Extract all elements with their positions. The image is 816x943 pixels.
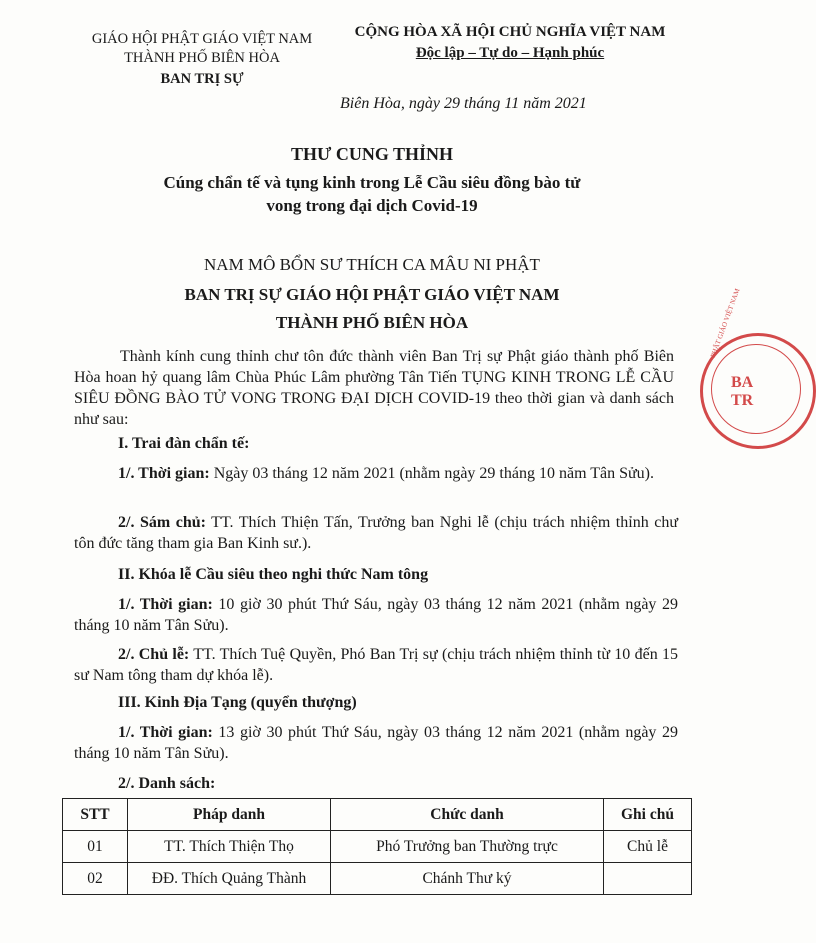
issuer-header <box>72 30 332 89</box>
seal-inner-ring <box>711 344 801 434</box>
table-cell: Phó Trưởng ban Thường trực <box>331 831 604 863</box>
column-header: Chức danh <box>331 799 604 831</box>
table-cell <box>604 863 692 895</box>
section-1-item-2 <box>74 512 678 554</box>
document-subtitle <box>0 171 744 217</box>
table-cell: TT. Thích Thiện Thọ <box>128 831 331 863</box>
official-seal-stamp <box>700 287 816 449</box>
document-date: Biên Hòa, ngày 29 tháng 11 năm 2021 <box>340 95 587 112</box>
table-row <box>63 831 692 863</box>
national-title: CỘNG HÒA XÃ HỘI CHỦ NGHĨA VIỆT NAM <box>354 24 666 40</box>
salutation-line-2: BAN TRỊ SỰ GIÁO HỘI PHẬT GIÁO VIỆT NAM <box>184 285 560 304</box>
salutation-line-1: NAM MÔ BỔN SƯ THÍCH CA MÂU NI PHẬT <box>204 255 540 274</box>
national-header <box>330 22 690 64</box>
column-header: Ghi chú <box>604 799 692 831</box>
section-2-item-1 <box>74 594 678 636</box>
table-row <box>63 863 692 895</box>
table-cell: Chủ lễ <box>604 831 692 863</box>
item-text: TT. Thích Thiện Tấn, Trưởng ban Nghi lễ (chịu trách nhiệm thỉnh chư tôn đức tăng tham gia Ban Kinh sư.). <box>74 514 678 552</box>
item-text: Ngày 03 tháng 12 năm 2021 (nhằm ngày 29 tháng 10 năm Tân Sửu). <box>209 465 655 482</box>
section-3-item-1 <box>74 722 678 764</box>
intro-paragraph: Thành kính cung thỉnh chư tôn đức thành viên Ban Trị sự Phật giáo thành phố Biên Hòa hoan hỷ quang lâm Chùa Phúc Lâm phường Tân Tiến TỤNG KINH TRONG LỄ CẦU SIÊU ĐỒNG BÀO TỬ VONG TRONG ĐẠI DỊCH COVID-19 theo thời gian và danh sách như sau: <box>74 348 674 428</box>
table-cell: 01 <box>63 831 128 863</box>
section-2-heading: II. Khóa lễ Cầu siêu theo nghi thức Nam tông <box>118 566 429 583</box>
item-text: TT. Thích Tuệ Quyền, Phó Ban Trị sự (chịu trách nhiệm thỉnh từ 10 đến 15 sư Nam tông tham dự khóa lễ). <box>74 646 679 684</box>
table-cell: Chánh Thư ký <box>331 863 604 895</box>
subtitle-line-1: Cúng chẩn tế và tụng kinh trong Lễ Cầu siêu đồng bào tử <box>163 173 581 192</box>
issuer-org: BAN TRỊ SỰ <box>160 71 244 87</box>
item-label: 2/. Sám chủ: <box>118 514 206 531</box>
column-header: Pháp danh <box>128 799 331 831</box>
seal-ring-text: PHẬT GIÁO VIỆT NAM <box>709 287 742 359</box>
seal-text <box>731 374 753 410</box>
subtitle-line-2: vong trong đại dịch Covid-19 <box>266 196 478 215</box>
salutation-line-3: THÀNH PHỐ BIÊN HÒA <box>275 313 469 332</box>
document-title: THƯ CUNG THỈNH <box>290 144 454 164</box>
section-1-item-1 <box>74 463 678 484</box>
section-3-item-2: 2/. Danh sách: <box>118 775 216 792</box>
table-cell: ĐĐ. Thích Quảng Thành <box>128 863 331 895</box>
table-cell: 02 <box>63 863 128 895</box>
seal-text-line-1: BA <box>731 374 754 391</box>
item-label: 1/. Thời gian: <box>118 596 213 613</box>
issuer-line-1: GIÁO HỘI PHẬT GIÁO VIỆT NAM <box>91 31 313 47</box>
item-label: 1/. Thời gian: <box>118 465 210 482</box>
national-motto: Độc lập – Tự do – Hạnh phúc <box>415 45 605 61</box>
monk-list-table <box>62 798 692 895</box>
issuer-line-2: THÀNH PHỐ BIÊN HÒA <box>124 50 280 66</box>
section-3-heading: III. Kinh Địa Tạng (quyển thượng) <box>118 694 357 711</box>
section-1-heading: I. Trai đàn chẩn tế: <box>118 435 250 452</box>
table-header-row <box>63 799 692 831</box>
seal-text-line-2: TR <box>731 392 754 409</box>
item-text: 10 giờ 30 phút Thứ Sáu, ngày 03 tháng 12 năm 2021 (nhằm ngày 29 tháng 10 năm Tân Sửu). <box>74 596 679 634</box>
item-label: 2/. Chủ lễ: <box>118 646 190 663</box>
section-2-item-2 <box>74 644 678 686</box>
item-label: 1/. Thời gian: <box>118 724 213 741</box>
item-text: 13 giờ 30 phút Thứ Sáu, ngày 03 tháng 12 năm 2021 (nhằm ngày 29 tháng 10 năm Tân Sửu). <box>74 724 679 762</box>
column-header: STT <box>63 799 128 831</box>
